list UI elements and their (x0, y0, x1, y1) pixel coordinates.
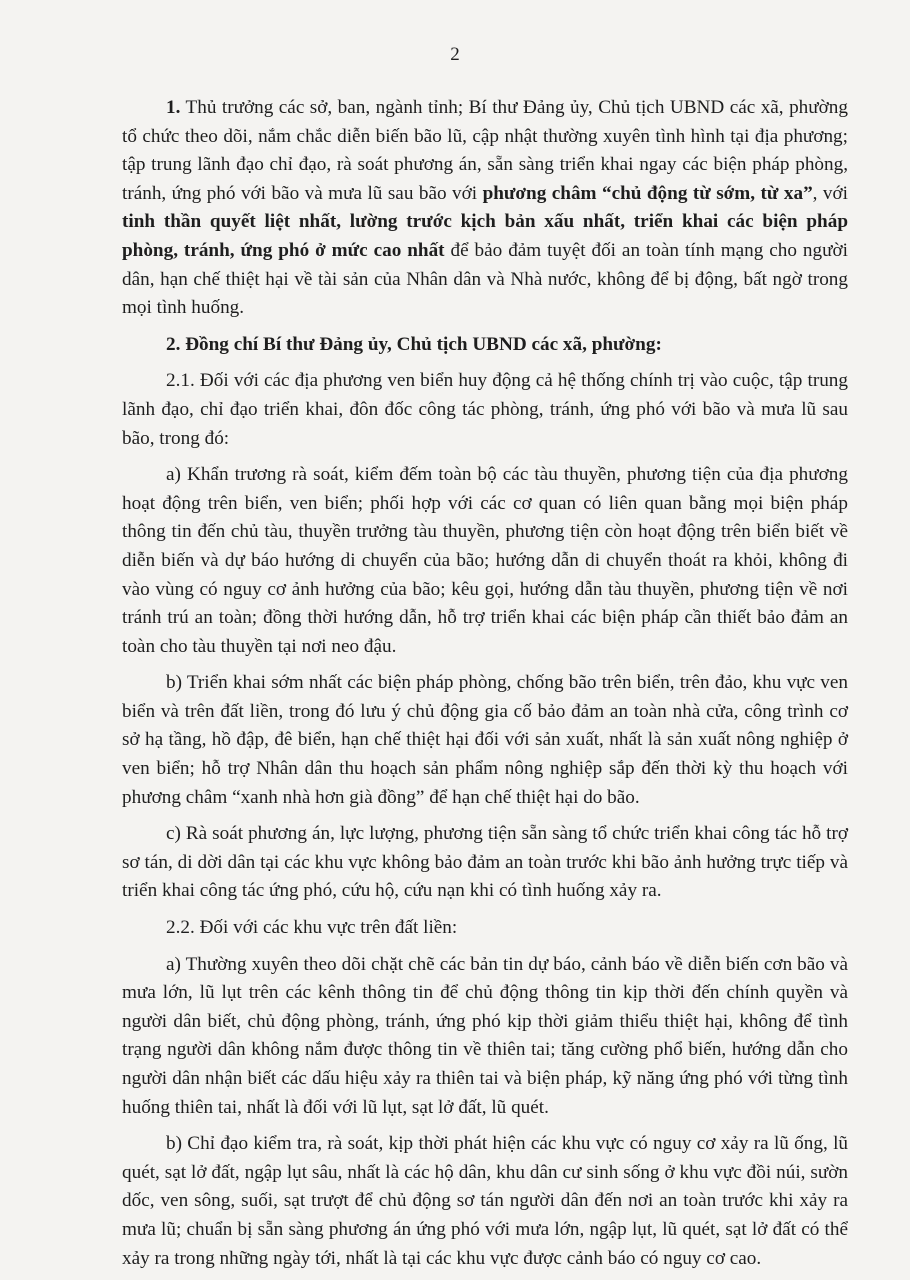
paragraph-2-1-a: a) Khẩn trương rà soát, kiểm đếm toàn bộ các tàu thuyền, phương tiện của địa phương hoạt động trên biển, ven biển; phối hợp với các cơ quan có liên quan bằng mọi biện pháp thông tin đến chủ tàu, thuyền trưởng tàu thuyền, phương tiện còn hoạt động trên biển biết về diễn biến và dự báo hướng di chuyển của bão; hướng dẫn di chuyển thoát ra khỏi, không đi vào vùng có nguy cơ ảnh hưởng của bão; kêu gọi, hướng dẫn tàu thuyền, phương tiện về nơi tránh trú an toàn; đồng thời hướng dẫn, hỗ trợ triển khai các biện pháp cần thiết bảo đảm an toàn cho tàu thuyền tại nơi neo đậu. (122, 464, 848, 657)
paragraph-1-number: 1. (166, 97, 181, 118)
paragraph-2-2: 2.2. Đối với các khu vực trên đất liền: (166, 917, 458, 939)
paragraph-1 (122, 94, 848, 323)
paragraph-1-text-b: , với (812, 182, 848, 204)
paragraph-2-1-b: b) Triển khai sớm nhất các biện pháp phòng, chống bão trên biển, trên đảo, khu vực ven biển và trên đất liền, trong đó lưu ý chủ động gia cố bảo đảm an toàn nhà cửa, công trình cơ sở hạ tầng, hồ đập, đê biển, hạn chế thiệt hại đối với sản xuất, nhất là sản xuất nông nghiệp ở ven biển; hỗ trợ Nhân dân thu hoạch sản phẩm nông nghiệp sắp đến thời kỳ thu hoạch với phương châm “xanh nhà hơn già đồng” để hạn chế thiệt hại do bão. (122, 672, 848, 808)
paragraph-1-bold-spirit: tinh thần quyết liệt nhất, lường trước kịch bản xấu nhất, triển khai các biện pháp phòng, tránh, ứng phó ở mức cao nhất (122, 211, 848, 261)
paragraph-1-bold-motto: phương châm “chủ động từ sớm, từ xa” (482, 182, 813, 204)
paragraph-1-text-c: để bảo đảm tuyệt đối an toàn tính mạng cho người dân, hạn chế thiệt hại về tài sản của Nhân dân và Nhà nước, không để bị động, bất ngờ trong mọi tình huống. (122, 239, 848, 319)
paragraph-2-1-c: c) Rà soát phương án, lực lượng, phương tiện sẵn sàng tổ chức triển khai công tác hỗ trợ sơ tán, di dời dân tại các khu vực không bảo đảm an toàn trước khi bão ảnh hưởng trực tiếp và triển khai công tác ứng phó, cứu hộ, cứu nạn khi có tình huống xảy ra. (122, 823, 848, 902)
paragraph-2-2-b: b) Chỉ đạo kiểm tra, rà soát, kịp thời phát hiện các khu vực có nguy cơ xảy ra lũ ống, lũ quét, sạt lở đất, ngập lụt sâu, nhất là các hộ dân, khu dân cư sinh sống ở khu vực đồi núi, sườn dốc, ven sông, suối, sạt trượt để chủ động sơ tán người dân đến nơi an toàn trước khi xảy ra mưa lũ; chuẩn bị sẵn sàng phương án ứng phó với mưa lớn, ngập lụt, lũ quét, sạt lở đất có thể xảy ra trong những ngày tới, nhất là tại các khu vực được cảnh báo có nguy cơ cao. (122, 1133, 848, 1269)
section-2-heading: 2. Đồng chí Bí thư Đảng ủy, Chủ tịch UBND các xã, phường: (166, 333, 662, 355)
paragraph-2-2-a: a) Thường xuyên theo dõi chặt chẽ các bản tin dự báo, cảnh báo về diễn biến cơn bão và mưa lớn, lũ lụt trên các kênh thông tin để chủ động thông tin kịp thời đến chính quyền và người dân biết, chủ động phòng, tránh, ứng phó kịp thời giảm thiểu thiệt hại, không để tình trạng người dân không nắm được thông tin về thiên tai; tăng cường phổ biến, hướng dẫn cho người dân nhận biết các dấu hiệu xảy ra thiên tai và biện pháp, kỹ năng ứng phó với từng tình huống thiên tai, nhất là đối với lũ lụt, sạt lở đất, lũ quét. (122, 953, 848, 1118)
paragraph-1-text-a: Thủ trưởng các sở, ban, ngành tỉnh; Bí thư Đảng ủy, Chủ tịch UBND các xã, phường tổ chức theo dõi, nắm chắc diễn biến bão lũ, cập nhật thường xuyên tình hình tại địa phương; tập trung lãnh đạo chỉ đạo, rà soát phương án, sẵn sàng triển khai ngay các biện pháp phòng, tránh, ứng phó với bão và mưa lũ sau bão với (122, 97, 848, 204)
page-number: 2 (450, 44, 460, 65)
paragraph-2-1: 2.1. Đối với các địa phương ven biển huy động cả hệ thống chính trị vào cuộc, tập trung lãnh đạo, chỉ đạo triển khai, đôn đốc công tác phòng, tránh, ứng phó với bão và mưa lũ sau bão, trong đó: (122, 370, 848, 449)
